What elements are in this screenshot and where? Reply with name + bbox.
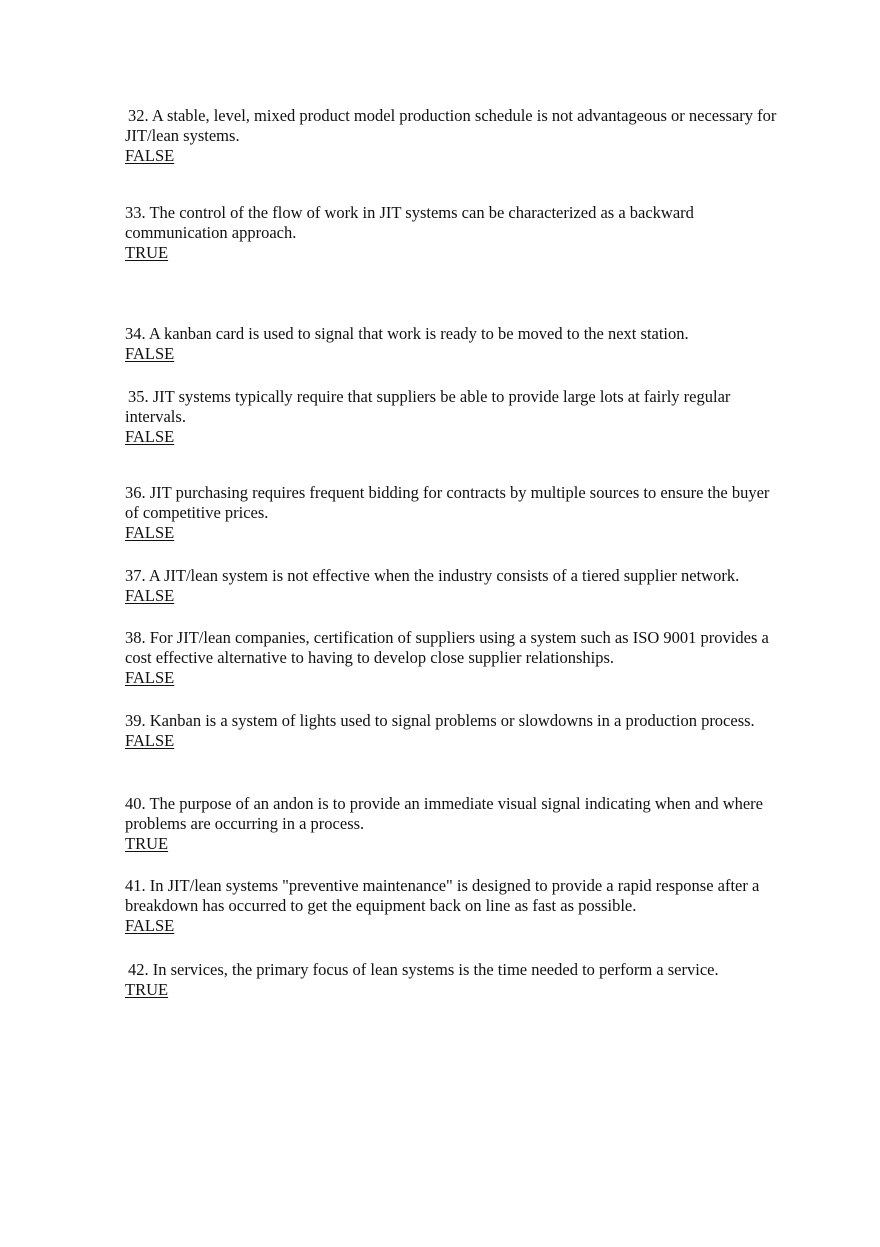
question-38 [125,628,785,688]
question-37 [125,566,785,606]
question-text: 42. In services, the primary focus of lean systems is the time needed to perform a service. [128,960,719,979]
question-text: 37. A JIT/lean system is not effective when the industry consists of a tiered supplier network. [125,566,740,585]
answer-label: FALSE [125,427,175,446]
question-text: 41. In JIT/lean systems "preventive maintenance" is designed to provide a rapid response after a breakdown has occurred to get the equipment back on line as fast as possible. [125,876,760,915]
answer-label: TRUE [125,980,169,999]
question-34 [125,324,785,364]
answer-label: FALSE [125,586,175,605]
question-text: 40. The purpose of an andon is to provide an immediate visual signal indicating when and where problems are occurring in a process. [125,794,763,833]
answer-label: FALSE [125,523,175,542]
question-41 [125,876,785,936]
answer-label: TRUE [125,834,169,853]
question-text: 33. The control of the flow of work in JIT systems can be characterized as a backward communication approach. [125,203,694,242]
answer-label: FALSE [125,668,175,687]
answer-label: FALSE [125,916,175,935]
question-42 [125,960,785,1000]
question-text: 36. JIT purchasing requires frequent bidding for contracts by multiple sources to ensure the buyer of competitive prices. [125,483,770,522]
question-text: 35. JIT systems typically require that suppliers be able to provide large lots at fairly regular intervals. [125,387,731,426]
question-text: 34. A kanban card is used to signal that work is ready to be moved to the next station. [125,324,689,343]
question-39 [125,711,785,751]
question-40 [125,794,785,854]
question-32 [125,106,785,166]
answer-label: FALSE [125,146,175,165]
question-36 [125,483,785,543]
answer-label: TRUE [125,243,169,262]
question-text: 32. A stable, level, mixed product model production schedule is not advantageous or necessary for JIT/lean systems. [125,106,777,145]
question-text: 38. For JIT/lean companies, certification of suppliers using a system such as ISO 9001 provides a cost effective alternative to having to develop close supplier relationships. [125,628,769,667]
question-text: 39. Kanban is a system of lights used to signal problems or slowdowns in a production process. [125,711,755,730]
answer-label: FALSE [125,731,175,750]
question-33 [125,203,785,263]
answer-label: FALSE [125,344,175,363]
question-35 [125,387,785,447]
